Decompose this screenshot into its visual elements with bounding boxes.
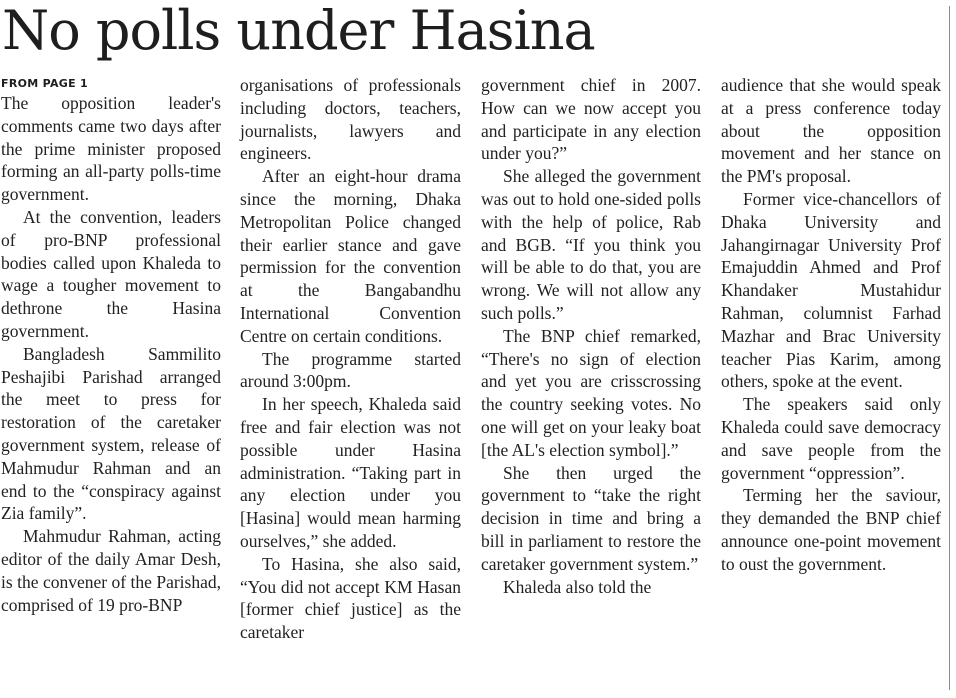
paragraph: Khaleda also told the [503,576,652,597]
paragraph: The programme started around 3:00pm. [240,348,461,392]
paragraph: audience that she would speak at a press conference today about the opposition movement and her stance on the PM's proposal. [721,75,941,187]
paragraph: The BNP chief remarked, “There's no sign of election and yet you are crisscrossing the country seeking votes. No one will get on your leaky boat [the AL's election symbol].” [481,325,701,460]
column-rule [949,6,950,690]
paragraph: The opposition leader's comments came two days after the prime minister proposed forming an all-party polls-time government. [1,93,221,205]
article-column-2 [240,74,461,644]
paragraph: organisations of professionals including doctors, teachers, journalists, lawyers and engineers. [240,75,461,164]
paragraph: In her speech, Khaleda said free and fair election was not possible under Hasina administration. “Taking part in any election under you [Hasina] would mean harming ourselves,” she added. [240,394,461,551]
paragraph: Mahmudur Rahman, acting editor of the daily Amar Desh, is the convener of the Parishad, comprised of 19 pro-BNP [1,526,221,615]
paragraph: She then urged the government to “take the right decision in time and bring a bill in parliament to restore the caretaker government system.” [481,462,701,574]
paragraph: The speakers said only Khaleda could save democracy and save people from the government “oppression”. [721,394,941,483]
paragraph: Bangladesh Sammilito Peshajibi Parishad arranged the meet to press for restoration of the caretaker government system, release of Mahmudur Rahman and an end to the “conspiracy against Zia family”. [1,343,221,524]
paragraph: To Hasina, she also said, “You did not accept KM Hasan [former chief justice] as the caretaker [240,553,461,643]
article-column-1 [1,77,221,616]
article-column-4 [721,74,941,576]
paragraph: Terming her the saviour, they demanded the BNP chief announce one-point movement to oust the government. [721,485,941,574]
dateline: FROM PAGE 1 [1,77,89,90]
headline: No polls under Hasina [2,0,595,62]
paragraph: Former vice-chancellors of Dhaka University and Jahangirnagar University Prof Emajuddin Ahmed and Prof Khandaker Mustahidur Rahman, columnist Farhad Mazhar and Brac University teacher Pias Karim, among others, spoke at the event. [721,188,941,392]
article-column-3 [481,74,701,598]
paragraph: She alleged the government was out to hold one-sided polls with the help of police, Rab and BGB. “If you think you will be able to do that, you are wrong. We will not allow any such polls.” [481,166,701,323]
paragraph: After an eight-hour drama since the morning, Dhaka Metropolitan Police changed their earlier stance and gave permission for the convention at the Bangabandhu International Convention Centre on certain conditions. [240,166,461,346]
paragraph: At the convention, leaders of pro-BNP professional bodies called upon Khaleda to wage a tougher movement to dethrone the Hasina government. [1,206,221,341]
paragraph: government chief in 2007. How can we now accept you and participate in any election under you?” [481,75,701,164]
